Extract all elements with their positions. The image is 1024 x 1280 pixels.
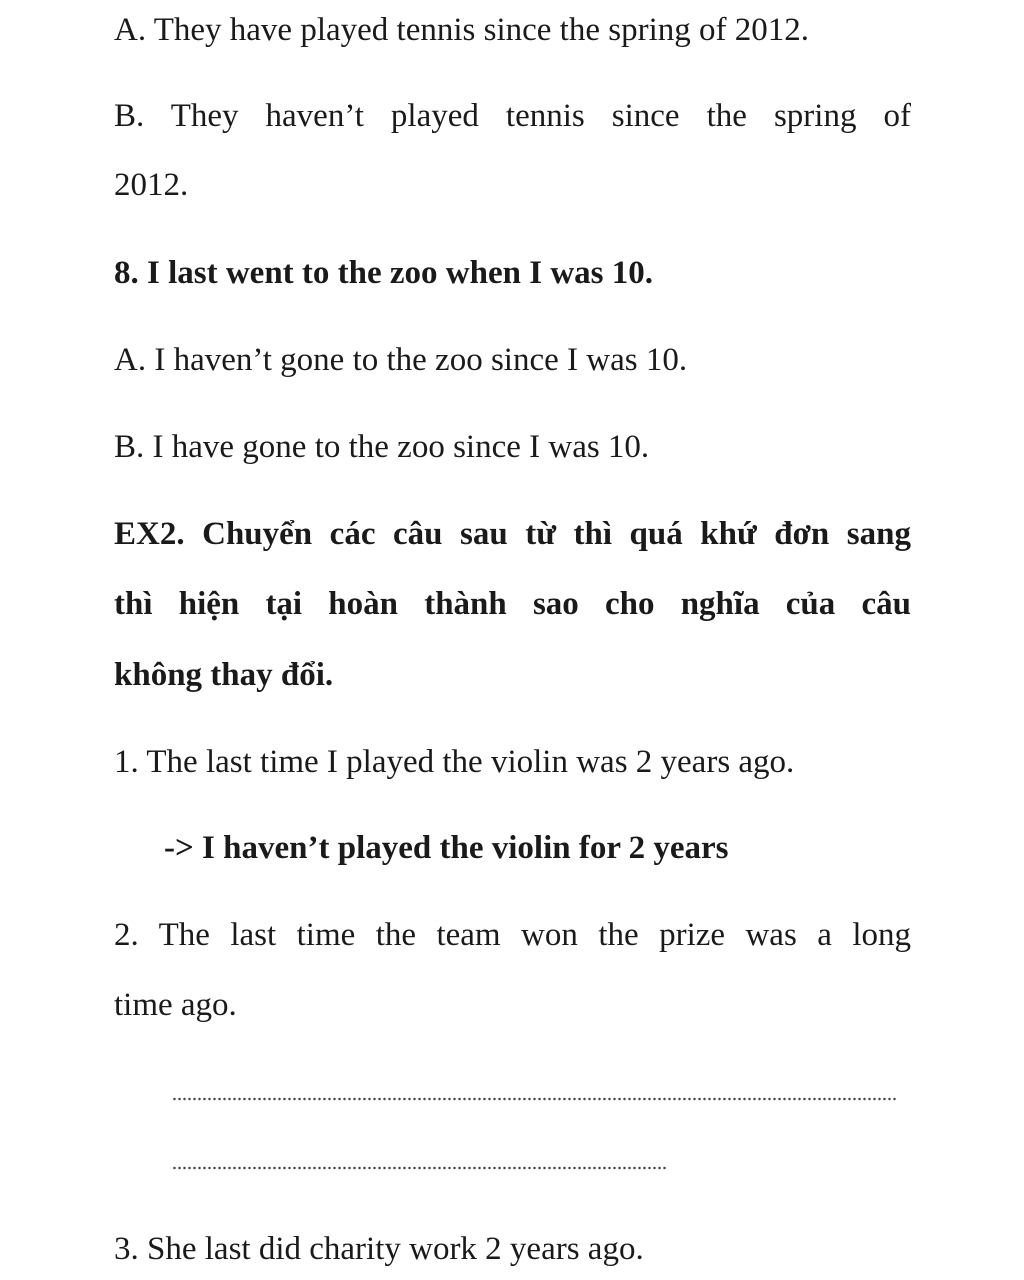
q7-option-b-line1: B. They haven’t played tennis since the spring of <box>114 98 911 134</box>
answer-blank-line-2[interactable] <box>172 1166 668 1170</box>
q8-option-a: A. I haven’t gone to the zoo since I was 10. <box>114 342 688 378</box>
ex2-item-1-answer: -> I haven’t played the violin for 2 years <box>164 830 729 866</box>
ex2-item-1-prompt: 1. The last time I played the violin was 2 years ago. <box>114 744 795 780</box>
q7-option-a: A. They have played tennis since the spring of 2012. <box>114 12 809 48</box>
ex2-item-2-prompt-line2: time ago. <box>114 987 237 1023</box>
answer-blank-line-1[interactable] <box>172 1097 898 1101</box>
q7-option-b-line2: 2012. <box>114 167 189 203</box>
q8-option-b: B. I have gone to the zoo since I was 10. <box>114 429 650 465</box>
q8-question: 8. I last went to the zoo when I was 10. <box>114 255 653 291</box>
ex2-item-2-prompt-line1: 2. The last time the team won the prize was a long <box>114 917 911 953</box>
ex2-heading-line2: thì hiện tại hoàn thành sao cho nghĩa của câu <box>114 586 911 622</box>
ex2-heading-line3: không thay đổi. <box>114 657 334 693</box>
ex2-heading-line1: EX2. Chuyển các câu sau từ thì quá khứ đơn sang <box>114 516 911 552</box>
ex2-item-3-prompt: 3. She last did charity work 2 years ago. <box>114 1231 644 1267</box>
